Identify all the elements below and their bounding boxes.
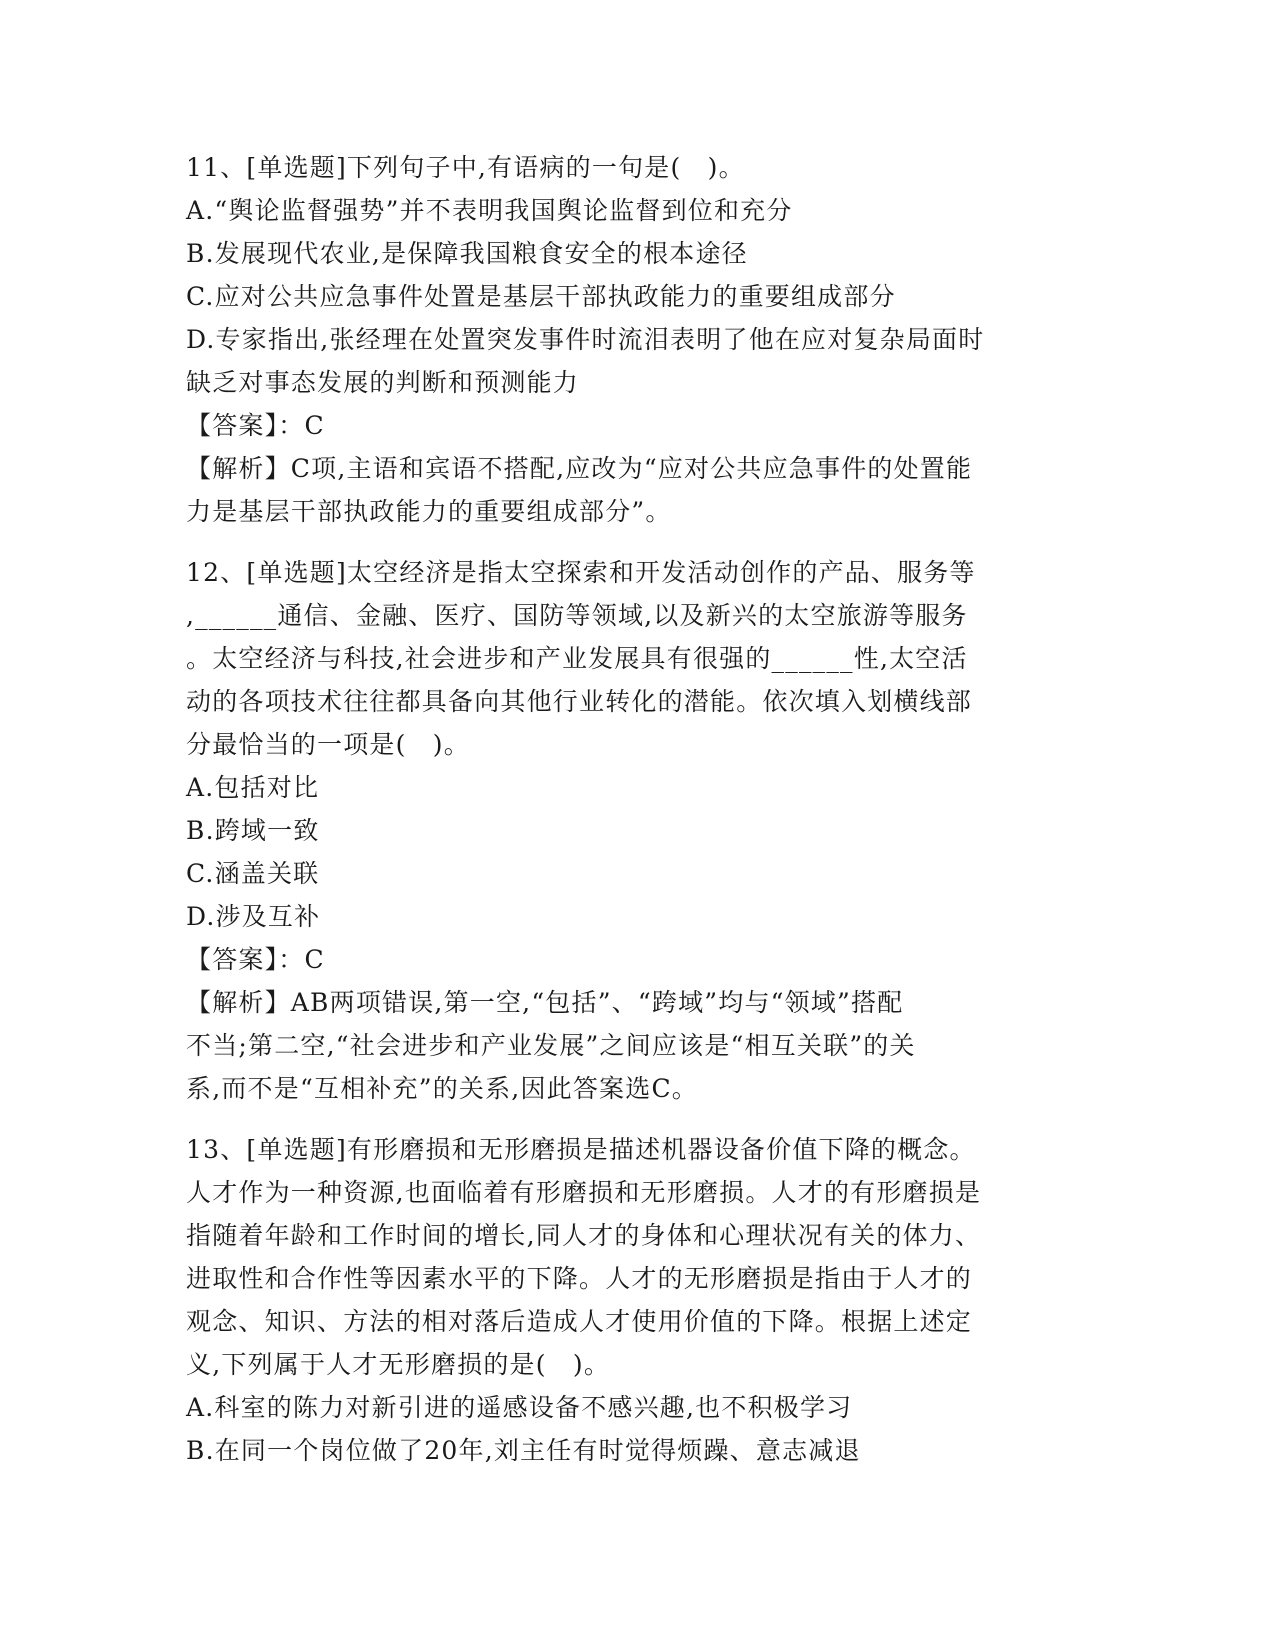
question-13 (186, 1128, 1066, 1472)
question-11-option-d: D.专家指出,张经理在处置突发事件时流泪表明了他在应对复杂局面时 (186, 325, 985, 354)
question-12-explanation-cont-2: 系,而不是“互相补充”的关系,因此答案选C。 (186, 1074, 698, 1103)
question-11-option-c: C.应对公共应急事件处置是基层干部执政能力的重要组成部分 (186, 282, 896, 311)
question-11-option-d-cont: 缺乏对事态发展的判断和预测能力 (186, 368, 580, 397)
question-11 (186, 146, 1066, 533)
question-11-answer: 【答案】：C (186, 411, 325, 440)
question-12-option-d: D.涉及互补 (186, 902, 321, 931)
question-12-option-b: B.跨域一致 (186, 816, 320, 845)
question-11-explanation-cont: 力是基层干部执政能力的重要组成部分”。 (186, 497, 672, 526)
question-13-option-a: A.科室的陈力对新引进的遥感设备不感兴趣,也不积极学习 (186, 1393, 853, 1422)
question-12 (186, 551, 1066, 1110)
question-11-option-b: B.发展现代农业,是保障我国粮食安全的根本途径 (186, 239, 748, 268)
question-11-stem: 11、[单选题]下列句子中,有语病的一句是( )。 (186, 153, 745, 182)
question-12-stem-cont-4: 分最恰当的一项是( )。 (186, 730, 470, 759)
question-13-stem: 13、[单选题]有形磨损和无形磨损是描述机器设备价值下降的概念。 (186, 1135, 976, 1164)
question-12-stem-cont-2: 。太空经济与科技,社会进步和产业发展具有很强的______性,太空活 (186, 644, 968, 673)
question-13-stem-cont-2: 指随着年龄和工作时间的增长,同人才的身体和心理状况有关的体力、 (186, 1221, 982, 1250)
question-12-option-a: A.包括对比 (186, 773, 320, 802)
question-12-stem-cont-3: 动的各项技术往往都具备向其他行业转化的潜能。依次填入划横线部 (186, 687, 973, 716)
question-12-explanation: 【解析】AB两项错误,第一空,“包括”、“跨域”均与“领域”搭配 (186, 988, 904, 1017)
question-13-stem-cont-4: 观念、知识、方法的相对落后造成人才使用价值的下降。根据上述定 (186, 1307, 973, 1336)
question-11-explanation: 【解析】C项,主语和宾语不搭配,应改为“应对公共应急事件的处置能 (186, 454, 973, 483)
question-11-option-a: A.“舆论监督强势”并不表明我国舆论监督到位和充分 (186, 196, 793, 225)
question-13-stem-cont-3: 进取性和合作性等因素水平的下降。人才的无形磨损是指由于人才的 (186, 1264, 973, 1293)
question-list (186, 146, 1066, 1472)
question-12-answer: 【答案】：C (186, 945, 325, 974)
question-12-stem-cont-1: ,______通信、金融、医疗、国防等领域,以及新兴的太空旅游等服务 (186, 601, 968, 630)
question-12-stem: 12、[单选题]太空经济是指太空探索和开发活动创作的产品、服务等 (186, 558, 976, 587)
question-13-stem-cont-1: 人才作为一种资源,也面临着有形磨损和无形磨损。人才的有形磨损是 (186, 1178, 982, 1207)
question-13-option-b: B.在同一个岗位做了20年,刘主任有时觉得烦躁、意志减退 (186, 1436, 861, 1465)
question-13-stem-cont-5: 义,下列属于人才无形磨损的是( )。 (186, 1350, 611, 1379)
question-12-option-c: C.涵盖关联 (186, 859, 320, 888)
question-12-explanation-cont-1: 不当;第二空,“社会进步和产业发展”之间应该是“相互关联”的关 (186, 1031, 916, 1060)
